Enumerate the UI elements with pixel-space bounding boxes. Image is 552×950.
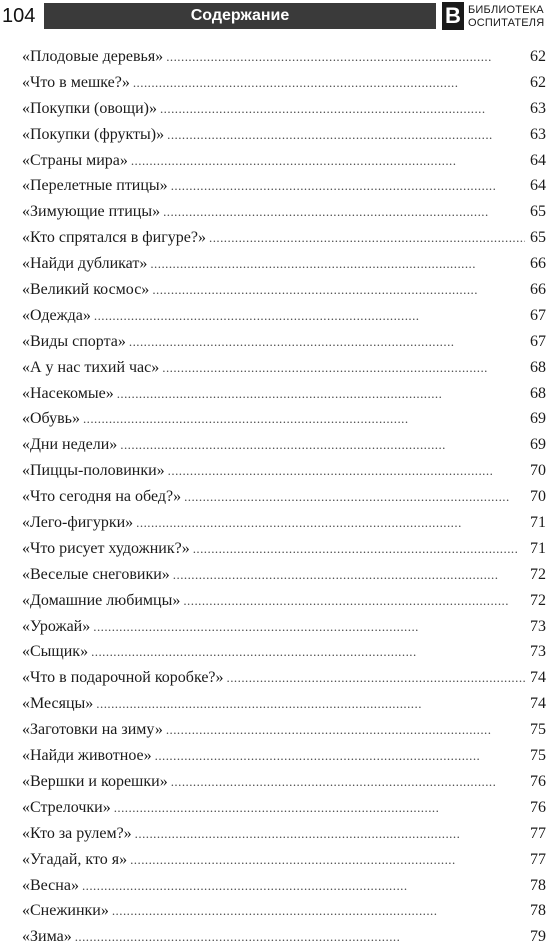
toc-entry-title: «Вершки и корешки» (22, 772, 168, 790)
toc-entry-title: «Плодовые деревья» (22, 48, 164, 65)
toc-entry-page: 71 (530, 514, 546, 532)
dot-leader (171, 173, 525, 199)
toc-entry (22, 381, 546, 407)
section-title-bar (44, 3, 436, 29)
toc-entry-page: 69 (530, 410, 546, 428)
dot-leader (96, 691, 525, 717)
dot-leader (117, 381, 525, 407)
toc-entry-title: «Покупки (овощи)» (22, 99, 157, 117)
toc-entry-title: «Домашние любимцы» (22, 591, 181, 609)
toc-entry-page: 69 (530, 436, 546, 454)
toc-entry-title: «Что в подарочной коробке?» (22, 669, 224, 687)
dot-leader (227, 665, 525, 691)
page-number: 104 (2, 5, 36, 27)
toc-entry-page: 79 (530, 928, 546, 946)
toc-entry-title: «Зима» (22, 928, 72, 946)
toc-entry-title: «Найди дубликат» (22, 255, 148, 273)
toc-entry (22, 225, 546, 251)
toc-entry-page: 75 (530, 721, 546, 739)
dot-leader (136, 510, 525, 536)
toc-entry-title: «Веселые снеговики» (22, 565, 170, 583)
dot-leader (209, 225, 525, 251)
page-header (0, 0, 552, 36)
dot-leader (184, 484, 525, 510)
toc-entry-title: «Дни недели» (22, 436, 118, 454)
toc-entry (22, 639, 546, 665)
toc-entry-page: 62 (530, 73, 546, 91)
toc-entry-title: «Найди животное» (22, 747, 152, 765)
toc-entry (22, 432, 546, 458)
toc-entry (22, 303, 546, 329)
toc-entry-page: 68 (530, 358, 546, 376)
toc-entry-title: «Что в мешке?» (22, 73, 130, 91)
dot-leader (93, 614, 525, 640)
toc-entry (22, 484, 546, 510)
dot-leader (183, 588, 525, 614)
toc-entry-page: 76 (530, 772, 546, 790)
series-logo (440, 1, 552, 33)
toc-entry-title: «Перелетные птицы» (22, 177, 168, 195)
toc-entry-title: «Урожай» (22, 617, 91, 635)
toc-entry (22, 44, 546, 70)
toc-entry-title: «Насекомые» (22, 384, 114, 402)
dot-leader (167, 122, 525, 148)
toc-entry-page: 68 (530, 384, 546, 402)
dot-leader (155, 743, 525, 769)
toc-entry-title: «Обувь» (22, 410, 80, 428)
toc-entry-page: 72 (530, 591, 546, 609)
dot-leader (131, 148, 525, 174)
toc-entry-page: 78 (530, 876, 546, 894)
toc-entry (22, 614, 546, 640)
toc-entry (22, 743, 546, 769)
toc-entry-page: 65 (530, 229, 546, 247)
toc-entry-page: 64 (530, 151, 546, 169)
toc-entry-page: 67 (530, 306, 546, 324)
dot-leader (130, 847, 525, 873)
toc-entry (22, 148, 546, 174)
toc-entry (22, 329, 546, 355)
toc-entry (22, 588, 546, 614)
dot-leader (75, 924, 525, 950)
dot-leader (171, 769, 525, 795)
toc-entry-title: «Сыщик» (22, 643, 89, 661)
dot-leader (112, 898, 525, 924)
toc-entry-title: «Одежда» (22, 306, 91, 324)
toc-entry-page: 74 (530, 695, 546, 713)
toc-entry (22, 458, 546, 484)
logo-line-1: БИБЛИОТЕКА (468, 4, 544, 16)
toc-entry-page: 63 (530, 125, 546, 143)
toc-entry-title: «Что рисует художник?» (22, 539, 190, 557)
toc-entry (22, 769, 546, 795)
dot-leader (135, 821, 525, 847)
toc-entry-page: 76 (530, 798, 546, 816)
toc-entry (22, 536, 546, 562)
toc-entry (22, 562, 546, 588)
toc-entry-title: «Кто спрятался в фигуре?» (22, 229, 206, 247)
toc-entry (22, 251, 546, 277)
toc-entry (22, 70, 546, 96)
toc-entry-page: 62 (530, 48, 546, 65)
toc-entry (22, 510, 546, 536)
table-of-contents (22, 44, 546, 950)
dot-leader (83, 406, 525, 432)
toc-entry (22, 795, 546, 821)
toc-entry-page: 77 (530, 850, 546, 868)
toc-entry (22, 821, 546, 847)
dot-leader (193, 536, 525, 562)
section-title: Содержание (190, 7, 290, 24)
dot-leader (94, 303, 525, 329)
toc-entry-page: 66 (530, 255, 546, 273)
toc-entry-page: 70 (530, 488, 546, 506)
toc-entry-title: «Весна» (22, 876, 79, 894)
toc-entry-title: «Месяцы» (22, 695, 94, 713)
toc-entry (22, 406, 546, 432)
dot-leader (91, 639, 525, 665)
dot-leader (150, 251, 525, 277)
toc-entry-title: «А у нас тихий час» (22, 358, 160, 376)
toc-entry-page: 77 (530, 824, 546, 842)
dot-leader (163, 199, 525, 225)
toc-entry-page: 73 (530, 643, 546, 661)
toc-entry-title: «Великий космос» (22, 281, 150, 299)
dot-leader (166, 44, 525, 70)
dot-leader (173, 562, 525, 588)
toc-entry-title: «Виды спорта» (22, 332, 126, 350)
dot-leader (162, 355, 525, 381)
toc-entry (22, 277, 546, 303)
toc-entry-page: 65 (530, 203, 546, 221)
dot-leader (82, 873, 525, 899)
dot-leader (133, 70, 525, 96)
toc-entry (22, 898, 546, 924)
toc-entry-title: «Что сегодня на обед?» (22, 488, 182, 506)
toc-entry (22, 924, 546, 950)
toc-entry-title: «Страны мира» (22, 151, 128, 169)
toc-entry-title: «Пиццы-половинки» (22, 462, 165, 480)
toc-entry (22, 691, 546, 717)
toc-entry-page: 72 (530, 565, 546, 583)
dot-leader (160, 96, 525, 122)
toc-entry-page: 64 (530, 177, 546, 195)
toc-entry-title: «Снежинки» (22, 902, 109, 920)
toc-entry-page: 73 (530, 617, 546, 635)
toc-entry (22, 355, 546, 381)
logo-line-2: ОСПИТАТЕЛЯ (468, 17, 545, 29)
toc-entry (22, 847, 546, 873)
toc-entry (22, 873, 546, 899)
toc-entry-page: 78 (530, 902, 546, 920)
dot-leader (168, 458, 525, 484)
dot-leader (166, 717, 525, 743)
toc-entry-page: 71 (530, 539, 546, 557)
toc-entry-page: 75 (530, 747, 546, 765)
toc-entry (22, 199, 546, 225)
toc-entry-title: «Зимующие птицы» (22, 203, 161, 221)
toc-entry (22, 173, 546, 199)
dot-leader (152, 277, 525, 303)
toc-entry (22, 665, 546, 691)
dot-leader (120, 432, 525, 458)
toc-entry-title: «Покупки (фрукты)» (22, 125, 165, 143)
dot-leader (114, 795, 525, 821)
dot-leader (129, 329, 525, 355)
toc-entry-page: 70 (530, 462, 546, 480)
toc-entry-page: 67 (530, 332, 546, 350)
toc-entry-page: 66 (530, 281, 546, 299)
toc-entry-page: 74 (530, 669, 546, 687)
toc-entry (22, 122, 546, 148)
toc-entry-title: «Стрелочки» (22, 798, 111, 816)
toc-entry-title: «Лего-фигурки» (22, 514, 134, 532)
toc-entry-page: 63 (530, 99, 546, 117)
toc-entry-title: «Кто за рулем?» (22, 824, 132, 842)
toc-entry (22, 96, 546, 122)
toc-entry (22, 717, 546, 743)
toc-entry-title: «Угадай, кто я» (22, 850, 128, 868)
toc-entry-title: «Заготовки на зиму» (22, 721, 163, 739)
logo-letter-icon: В (442, 2, 464, 30)
